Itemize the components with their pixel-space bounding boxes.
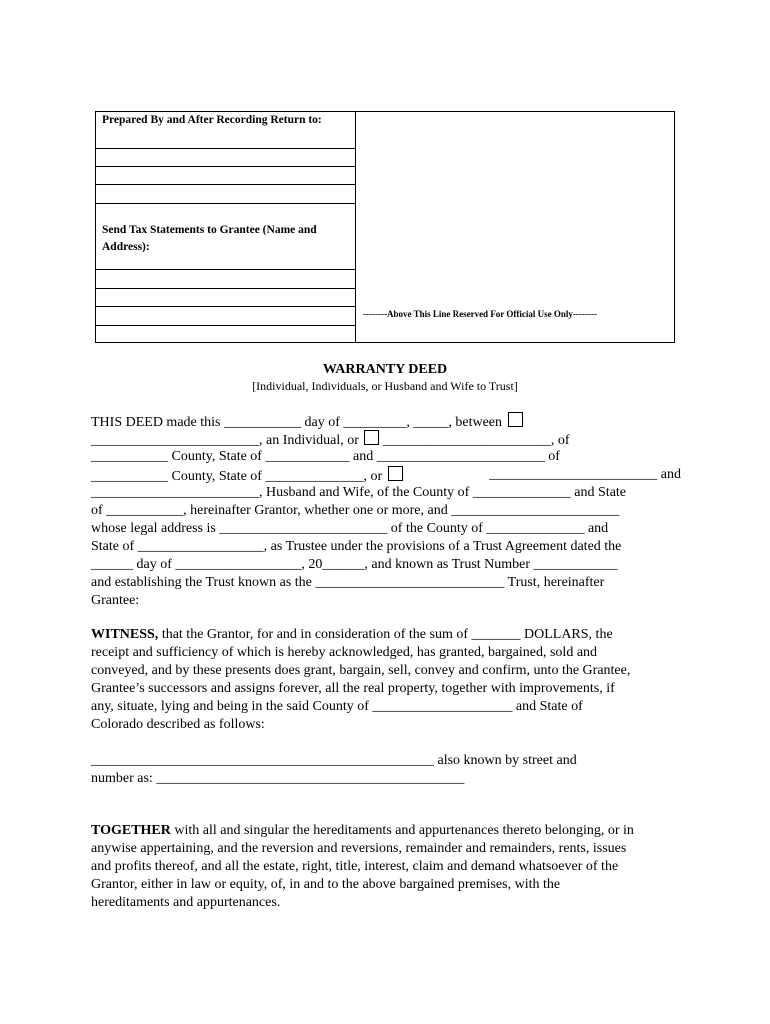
- together-paragraph: [91, 822, 681, 912]
- address-line[interactable]: _________________________________________________ also known by street and: [91, 753, 577, 768]
- witness-text: that the Grantor, for and in consideration of the sum of _______ DOLLARS, the: [161, 627, 613, 642]
- deed-line: [91, 412, 681, 430]
- document-title: WARRANTY DEED: [322, 362, 448, 377]
- deed-text: ________________________, an Individual, or: [91, 433, 359, 448]
- prepared-by-label: Prepared By and After Recording Return to:: [102, 114, 322, 126]
- checkbox-husband-wife[interactable]: [388, 466, 403, 481]
- deed-text: ________________________ and: [489, 467, 681, 482]
- send-tax-label: Send Tax Statements to Grantee (Name and Address):: [102, 224, 317, 253]
- witness-line: any, situate, lying and being in the said County of ____________________ and State of: [91, 699, 583, 714]
- checkbox-individual[interactable]: [508, 412, 523, 427]
- together-text: with all and singular the hereditaments and appurtenances thereto belonging, or in: [174, 823, 634, 838]
- tax-line-2[interactable]: [96, 288, 355, 289]
- witness-line: receipt and sufficiency of which is hereby acknowledged, has granted, bargained, sold and: [91, 645, 598, 660]
- witness-line: Grantee’s successors and assigns forever, all the real property, together with improvements, if: [91, 681, 615, 696]
- together-line: and profits thereof, and all the estate, right, title, interest, claim and demand whatsoever of the: [91, 859, 619, 874]
- tax-line-3[interactable]: [96, 306, 355, 307]
- deed-line: ______ day of __________________, 20______, and known as Trust Number ____________: [91, 557, 618, 572]
- address-line[interactable]: number as: ____________________________________________: [91, 771, 465, 786]
- return-to-line-2[interactable]: [96, 166, 355, 167]
- deed-text: ___________ County, State of ______________, or: [91, 469, 383, 484]
- document-subtitle: [Individual, Individuals, or Husband and Wife to Trust]: [252, 379, 518, 393]
- witness-line: Colorado described as follows:: [91, 717, 265, 732]
- checkbox-individuals[interactable]: [364, 430, 379, 445]
- deed-line: and establishing the Trust known as the ___________________________ Trust, hereinafter: [91, 575, 605, 590]
- witness-paragraph: [91, 626, 681, 734]
- together-line: anywise appertaining, and the reversion and reversions, remainder and remainders, rents, issues: [91, 841, 627, 856]
- deed-line: ________________________, Husband and Wife, of the County of ______________ and State: [91, 485, 627, 500]
- together-line: Grantor, either in law or equity, of, in and to the above bargained premises, with the: [91, 877, 561, 892]
- deed-line: of ___________, hereinafter Grantor, whether one or more, and ________________________: [91, 503, 620, 518]
- deed-line: State of __________________, as Trustee under the provisions of a Trust Agreement dated the: [91, 539, 622, 554]
- deed-text: ________________________, of: [382, 433, 570, 448]
- return-to-line-3[interactable]: [96, 184, 355, 185]
- return-to-line-1[interactable]: [96, 148, 355, 149]
- together-line: [91, 822, 681, 840]
- witness-line: [91, 626, 681, 644]
- witness-line: conveyed, and by these presents does grant, bargain, sell, convey and confirm, unto the Grantee,: [91, 663, 631, 678]
- deed-line: [91, 466, 681, 484]
- official-use-notice: --------Above This Line Reserved For Official Use Only--------: [363, 309, 597, 319]
- deed-line: whose legal address is ________________________ of the County of ______________ and: [91, 521, 609, 536]
- deed-paragraph: [91, 412, 681, 610]
- deed-line: ___________ County, State of ____________ and ________________________ of: [91, 449, 560, 464]
- property-address-block: [91, 752, 681, 788]
- together-heading: TOGETHER: [91, 823, 171, 838]
- return-to-line-4[interactable]: [96, 203, 355, 204]
- tax-line-1[interactable]: [96, 269, 355, 270]
- tax-line-4[interactable]: [96, 325, 355, 326]
- deed-line: [91, 430, 681, 448]
- together-line: hereditaments and appurtenances.: [91, 895, 281, 910]
- deed-line: Grantee:: [91, 593, 140, 608]
- witness-heading: WITNESS,: [91, 627, 159, 642]
- recording-info-table: [95, 111, 675, 343]
- recording-left-column: [96, 112, 356, 342]
- deed-text: THIS DEED made this ___________ day of _________, _____, between: [91, 415, 502, 430]
